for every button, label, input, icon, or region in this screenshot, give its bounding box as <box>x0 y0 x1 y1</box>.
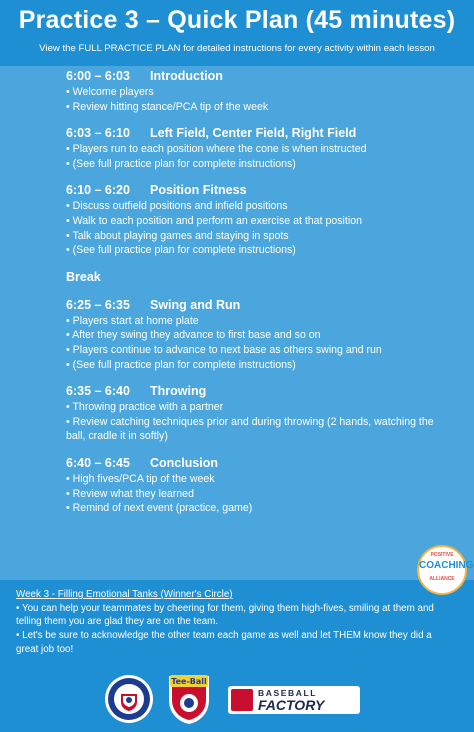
list-item: • Players run to each position where the cone is when instructed <box>66 143 367 156</box>
bf-logo-line2: FACTORY <box>258 697 325 713</box>
page-title: Practice 3 – Quick Plan (45 minutes) <box>18 6 456 34</box>
schedule-block-introduction <box>66 68 446 114</box>
pca-logo-bottom-text: ALLIANCE <box>429 576 455 582</box>
list-item: • You can help your teammates by cheering for them, giving them high-fives, smiling at them and telling them you are glad they are on the team. <box>16 603 434 628</box>
list-item: • Walk to each position and perform an exercise at that position <box>66 214 362 227</box>
list-item: • Players continue to advance to next base as others swing and run <box>66 343 382 356</box>
little-league-seal-icon <box>104 674 154 724</box>
block-activity: Conclusion <box>150 455 219 470</box>
list-item: • Welcome players <box>66 86 154 98</box>
schedule <box>66 68 446 527</box>
list-item: • Discuss outfield positions and infield positions <box>66 200 288 213</box>
break-label: Break <box>66 269 101 284</box>
pca-logo-main-text: COACHING <box>419 560 474 571</box>
list-item: • Review hitting stance/PCA tip of the week <box>66 100 269 113</box>
block-items <box>66 142 446 171</box>
block-activity: Swing and Run <box>150 297 241 312</box>
list-item: • Talk about playing games and staying in spots <box>66 229 289 242</box>
schedule-block-conclusion <box>66 455 446 516</box>
list-item: • (See full practice plan for complete instructions) <box>66 157 296 170</box>
pca-logo-top-text: POSITIVE <box>430 552 454 558</box>
positive-coaching-alliance-logo <box>417 545 474 595</box>
block-items <box>66 314 446 372</box>
week-items <box>16 602 456 657</box>
block-items <box>66 472 446 516</box>
block-activity: Left Field, Center Field, Right Field <box>150 126 357 141</box>
list-item: • Remind of next event (practice, game) <box>66 502 253 515</box>
list-item: • Review catching techniques prior and during throwing (2 hands, watching the ball, cradle it in softly) <box>66 415 434 443</box>
block-time: 6:10 – 6:20 <box>66 183 130 198</box>
page-subtitle: View the FULL PRACTICE PLAN for detailed instructions for every activity within each lesson <box>39 43 435 54</box>
batter-icon <box>231 689 253 711</box>
block-time: 6:03 – 6:10 <box>66 126 130 141</box>
list-item: • Throwing practice with a partner <box>66 401 224 414</box>
block-activity: Throwing <box>150 384 207 399</box>
block-time: 6:25 – 6:35 <box>66 297 130 312</box>
tee-ball-seal-icon <box>165 670 213 726</box>
list-item: • Review what they learned <box>66 487 194 500</box>
block-items <box>66 400 446 444</box>
schedule-block-position-fitness <box>66 182 446 257</box>
schedule-block-outfield <box>66 125 446 171</box>
list-item: • Let's be sure to acknowledge the other team each game as well and let THEM know they did a great job too! <box>16 630 432 655</box>
bf-logo-line1: BASEBALL <box>258 688 318 698</box>
block-activity: Introduction <box>150 69 223 83</box>
week-title: Week 3 - Filling Emotional Tanks (Winner's Circle) <box>16 589 233 600</box>
baseball-factory-logo <box>228 686 360 714</box>
teeball-logo-text: Tee-Ball <box>171 677 207 686</box>
block-items <box>66 85 446 114</box>
list-item: • (See full practice plan for complete instructions) <box>66 358 296 371</box>
list-item: • High fives/PCA tip of the week <box>66 472 215 485</box>
list-item: • Players start at home plate <box>66 314 199 327</box>
block-time: 6:00 – 6:03 <box>66 69 130 83</box>
schedule-block-throwing <box>66 383 446 444</box>
block-time: 6:35 – 6:40 <box>66 384 130 399</box>
schedule-block-swing-and-run <box>66 297 446 372</box>
list-item: • (See full practice plan for complete instructions) <box>66 244 296 257</box>
block-items <box>66 199 446 257</box>
block-time: 6:40 – 6:45 <box>66 455 130 470</box>
list-item: • After they swing they advance to first base and so on <box>66 329 321 342</box>
block-activity: Position Fitness <box>150 183 247 198</box>
